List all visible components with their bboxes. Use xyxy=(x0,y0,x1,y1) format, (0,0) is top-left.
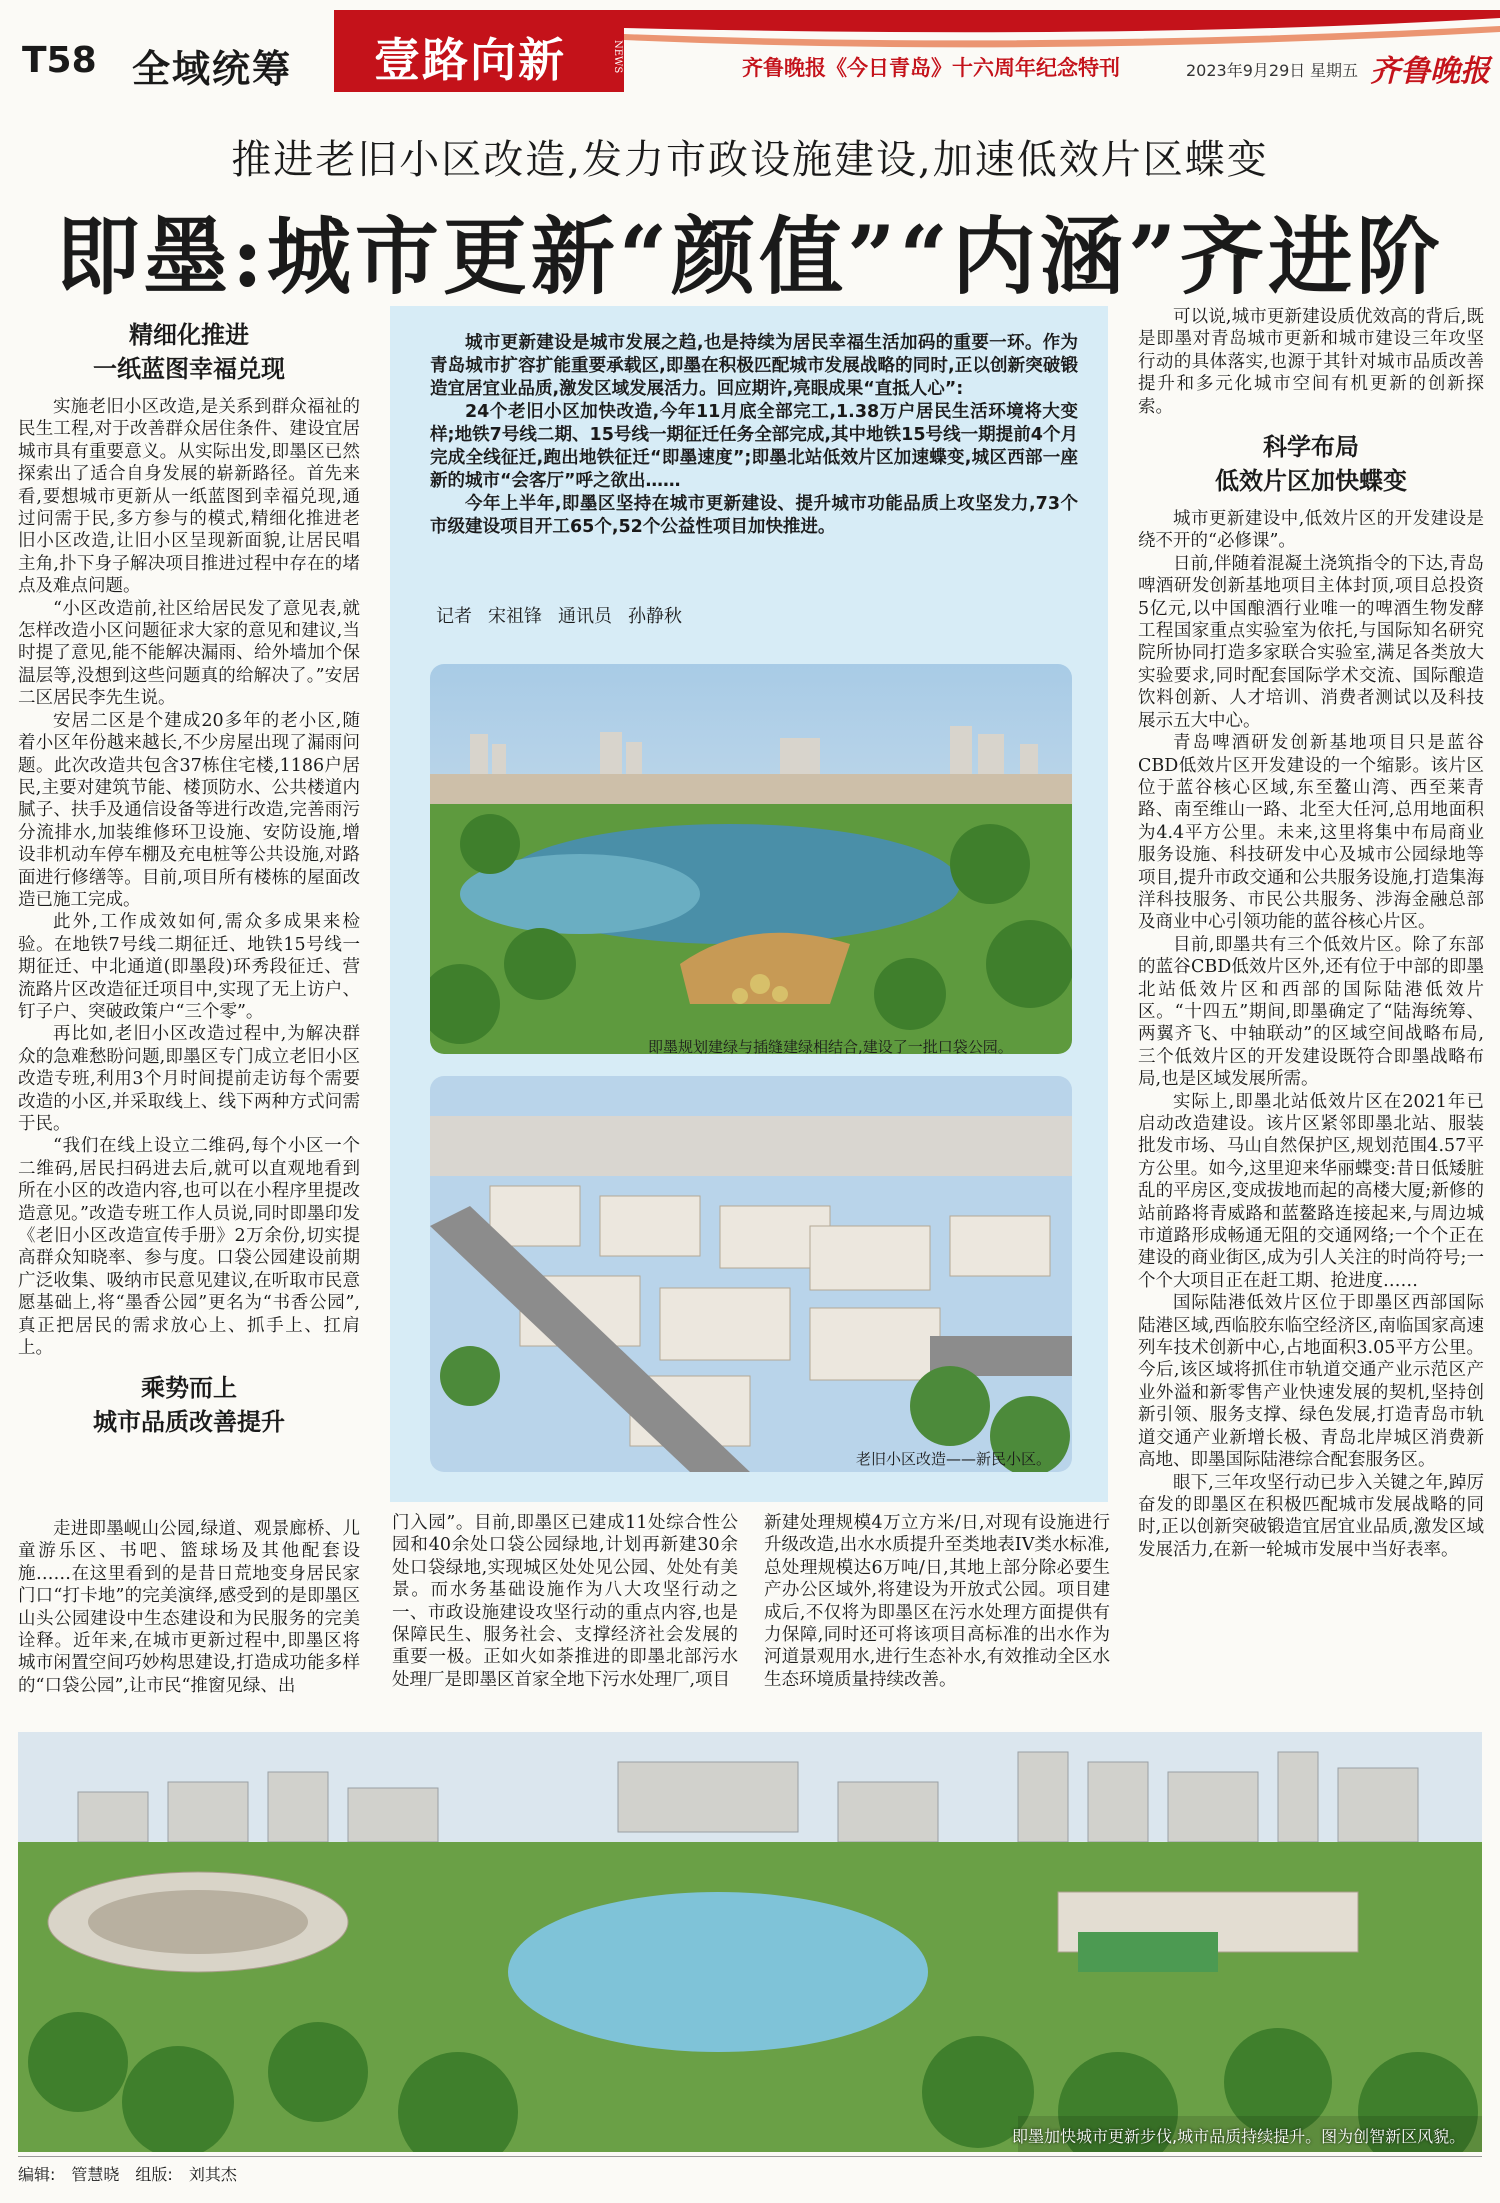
article-headline: 即墨:城市更新“颜值”“内涵”齐进阶 xyxy=(55,207,1445,306)
paragraph: 走进即墨岘山公园,绿道、观景廊桥、儿童游乐区、书吧、篮球场及其他配套设施……在这里看到的是昔日荒地变身居民家门口“打卡地”的完美演绎,感受到的是即墨区山头公园建设中生态建设和为民服务的完美诠释。近年来,在城市更新过程中,即墨区将城市闲置空间巧妙构思建设,打造成功能多样的“口袋公园”,让市民“推窗见绿、出 xyxy=(18,1519,360,1696)
article-subheadline: 推进老旧小区改造,发力市政设施建设,加速低效片区蝶变 xyxy=(231,137,1269,183)
paragraph: 城市更新建设中,低效片区的开发建设是绕不开的“必修课”。 xyxy=(1138,509,1484,552)
footer-label: 组版: xyxy=(135,2165,173,2184)
paragraph: 今年上半年,即墨区坚持在城市更新建设、提升城市功能品质上攻坚发力,73个市级建设项目开工65个,52个公益性项目加快推进。 xyxy=(430,494,1078,537)
paragraph: 新建处理规模4万立方米/日,对现有设施进行升级改造,出水水质提升至类地表IV类水标准,总处理规模达6万吨/日,其地上部分除必要生产办公区域外,将建设为开放式公园。项目建成后,不仅将为即墨区在污水处理方面提供有力保障,同时还可将该项目高标准的出水作为河道景观用水,进行生态补水,有效推动全区水生态环境质量持续改善。 xyxy=(764,1513,1110,1690)
city-panorama-photo xyxy=(18,1732,1482,2152)
section-subtitle xyxy=(18,318,360,386)
subtitle-line: 精细化推进 xyxy=(129,320,249,349)
page-footer xyxy=(18,2162,253,2185)
lead-text xyxy=(430,332,1078,539)
section-subtitle xyxy=(1138,430,1484,498)
issue-weekday: 星期五 xyxy=(1310,61,1359,80)
paragraph: 青岛啤酒研发创新基地项目只是蓝谷CBD低效片区开发建设的一个缩影。该片区位于蓝谷核心区域,东至鳌山湾、西至莱青路、南至维山一路、北至大任河,总用地面积为4.4平方公里。未来,这里将集中布局商业服务设施、科技研发中心及城市公园绿地等项目,提升市政交通和公共服务设施,打造集海洋科技服务、市民公共服务、涉海金融总部及商业中心引领功能的蓝谷核心片区。 xyxy=(1138,733,1484,933)
page-header xyxy=(0,0,1500,100)
paragraph: “小区改造前,社区给居民发了意见表,就怎样改造小区问题征求大家的意见和建议,当时提了意见,能不能解决漏雨、给外墙加个保温层等,没想到这些问题真的给解决了。”安居二区居民李先生说。 xyxy=(18,598,360,709)
byline-label: 记者 xyxy=(436,606,472,627)
paragraph: 日前,伴随着混凝土浇筑指令的下达,青岛啤酒研发创新基地项目主体封顶,项目总投资5亿元,以中国酿酒行业唯一的啤酒生物发酵工程国家重点实验室为依托,与国际知名研究院所协同打造多家联合实验室,满足各类放大实验要求,同时配套国际学术交流、国际酿造饮料创新、人才培训、消费者测试以及科技展示五大中心。 xyxy=(1138,553,1484,731)
paragraph: 门入园”。目前,即墨区已建成11处综合性公园和40余处口袋公园绿地,计划再新建30余处口袋绿地,实现城区处处见公园、处处有美景。而水务基础设施作为八大攻坚行动之一、市政设施建设攻坚行动的重点内容,也是保障民生、服务社会、支撑经济社会发展的重要一极。正如火如荼推进的即墨北部污水处理厂是即墨区首家全地下污水处理厂,项目 xyxy=(392,1513,738,1690)
column-left xyxy=(18,314,360,1449)
layout-editor-name: 刘其杰 xyxy=(188,2165,237,2184)
paragraph: “我们在线上设立二维码,每个小区一个二维码,居民扫码进去后,就可以直观地看到所在小区的改造内容,也可以在小程序里提改造意见。”改造专班工作人员说,同时即墨印发《老旧小区改造宣传手册》2万余份,切实提高群众知晓率、参与度。口袋公园建设前期广泛收集、吸纳市民意见建议,在听取市民意愿基础上,将“墨香公园”更名为“书香公园”,真正把居民的需求放心上、抓手上、扛肩上。 xyxy=(18,1136,360,1359)
photo-caption: 老旧小区改造——新民小区。 xyxy=(856,1450,1052,1468)
paragraph: 安居二区是个建成20多年的老小区,随着小区年份越来越长,不少房屋出现了漏雨问题。此次改造共包含37栋住宅楼,1186户居民,主要对建筑节能、楼顶防水、公共楼道内腻子、扶手及通信设备等进行改造,完善雨污分流排水,加装维修环卫设施、安防设施,增设非机动车停车棚及充电桩等公共设施,对路面进行修缮等。目前,项目所有楼栋的屋面改造已施工完成。 xyxy=(18,710,360,910)
subtitle-line: 科学布局 xyxy=(1263,432,1359,462)
footer-label: 编辑: xyxy=(18,2165,56,2184)
special-logo-en: NEWS xyxy=(612,40,623,74)
city-panorama-illustration xyxy=(18,1732,1482,2152)
special-edition-title: 齐鲁晚报《今日青岛》十六周年纪念特刊 xyxy=(742,56,1120,80)
paragraph: 国际陆港低效片区位于即墨区西部国际陆港区域,西临胶东临空经济区,南临国家高速列车技术创新中心,占地面积3.05平方公里。今后,该区域将抓住市轨道交通产业示范区产业外溢和新零售产业快速发展的契机,坚持创新引领、服务支撑、绿色发展,打造青岛市轨道交通产业新增长极、青岛北岸城区消费新高地、即墨国际陆港综合配套服务区。 xyxy=(1138,1293,1484,1471)
subtitle-line: 低效片区加快蝶变 xyxy=(1215,466,1407,496)
issue-date: 2023年9月29日 xyxy=(1186,61,1306,80)
correspondent-name: 孙静秋 xyxy=(628,606,682,627)
page-number: T58 xyxy=(22,40,97,81)
panorama-caption: 即墨加快城市更新步伐,城市品质持续提升。图为创智新区风貌。 xyxy=(1012,2127,1466,2146)
subtitle-line: 一纸蓝图幸福兑现 xyxy=(93,354,285,383)
paragraph: 城市更新建设是城市发展之趋,也是持续为居民幸福生活加码的重要一环。作为青岛城市扩容扩能重要承载区,即墨在积极匹配城市发展战略的同时,正以创新突破锻造宜居宜业品质,激发区域发展活力。回应期许,亮眼成果“直抵人心”: xyxy=(430,333,1078,399)
subtitle-line: 乘势而上 xyxy=(141,1373,237,1403)
lower-column-1 xyxy=(18,1518,360,1697)
column-right xyxy=(1138,306,1484,1561)
subtitle-line: 城市品质改善提升 xyxy=(93,1407,285,1437)
section-subtitle xyxy=(18,1371,360,1439)
residential-photo xyxy=(430,1076,1072,1472)
newspaper-logo: 齐鲁晚报 xyxy=(1370,54,1490,89)
reporter-name: 宋祖锋 xyxy=(488,606,542,627)
paragraph: 此外,工作成效如何,需众多成果来检验。在地铁7号线二期征迁、地铁15号线一期征迁、中北通道(即墨段)环秀段征迁、营流路片区改造征迁项目中,实现了无上访户、钉子户、突破政策户“三个零”。 xyxy=(18,912,360,1022)
residential-illustration xyxy=(430,1076,1072,1472)
byline xyxy=(436,602,698,628)
paragraph: 再比如,老旧小区改造过程中,为解决群众的急难愁盼问题,即墨区专门成立老旧小区改造专班,利用3个月时间提前走访每个需要改造的小区,并采取线上、线下两种方式问需于民。 xyxy=(18,1024,360,1134)
special-logo: 壹路向新 xyxy=(374,33,566,87)
paragraph: 24个老旧小区加快改造,今年11月底全部完工,1.38万户居民生活环境将大变样;地铁7号线二期、15号线一期征迁任务全部完成,其中地铁15号线一期提前4个月完成全线征迁,跑出地铁征迁“即墨速度”;即墨北站低效片区加速蝶变,城区西部一座新的城市“会客厅”呼之欲出…… xyxy=(430,402,1078,491)
section-title: 全域统筹 xyxy=(132,46,293,91)
paragraph: 眼下,三年攻坚行动已步入关键之年,踔厉奋发的即墨区在积极匹配城市发展战略的同时,正以创新突破锻造宜居宜业品质,激发区域发展活力,在新一轮城市发展中当好表率。 xyxy=(1138,1472,1484,1560)
paragraph: 可以说,城市更新建设质优效高的背后,既是即墨对青岛城市更新和城市建设三年攻坚行动的具体落实,也源于其针对城市品质改善提升和多元化城市空间有机更新的创新探索。 xyxy=(1138,307,1484,417)
pocket-park-illustration xyxy=(430,664,1072,1054)
lower-column-3 xyxy=(764,1512,1110,1691)
lower-column-2 xyxy=(392,1512,738,1691)
footer-rule xyxy=(18,2156,1482,2157)
paragraph: 实施老旧小区改造,是关系到群众福祉的民生工程,对于改善群众居住条件、建设宜居城市具有重要意义。从实际出发,即墨区已然探索出了适合自身发展的崭新路径。首先来看,要想城市更新从一纸蓝图到幸福兑现,通过问需于民,多方参与的模式,精细化推进老旧小区改造,让旧小区呈现新面貌,让居民唱主角,扑下身子解决项目推进过程中存在的堵点及难点问题。 xyxy=(18,397,360,597)
special-banner xyxy=(334,10,1500,92)
photo-caption: 即墨规划建绿与插缝建绿相结合,建设了一批口袋公园。 xyxy=(648,1038,1013,1056)
paragraph: 实际上,即墨北站低效片区在2021年已启动改造建设。该片区紧邻即墨北站、服装批发市场、马山自然保护区,规划范围4.57平方公里。如今,这里迎来华丽蝶变:昔日低矮脏乱的平房区,变成拔地而起的高楼大厦;新修的站前路将青威路和蓝鳌路连接起来,与周边城市道路形成畅通无阻的交通网络;一个个正在建设的商业街区,成为引人关注的时尚符号;一个个大项目正在赶工期、抢进度…… xyxy=(1138,1091,1484,1291)
pocket-park-photo xyxy=(430,664,1072,1054)
byline-label: 通讯员 xyxy=(558,606,612,627)
editor-name: 管慧晓 xyxy=(71,2165,120,2184)
paragraph: 目前,即墨共有三个低效片区。除了东部的蓝谷CBD低效片区外,还有位于中部的即墨北站低效片区和西部的国际陆港低效片区。“十四五”期间,即墨确定了“陆海统筹、两翼齐飞、中轴联动”的区域空间战略布局,三个低效片区的开发建设既符合即墨战略布局,也是区域发展所需。 xyxy=(1138,934,1484,1090)
